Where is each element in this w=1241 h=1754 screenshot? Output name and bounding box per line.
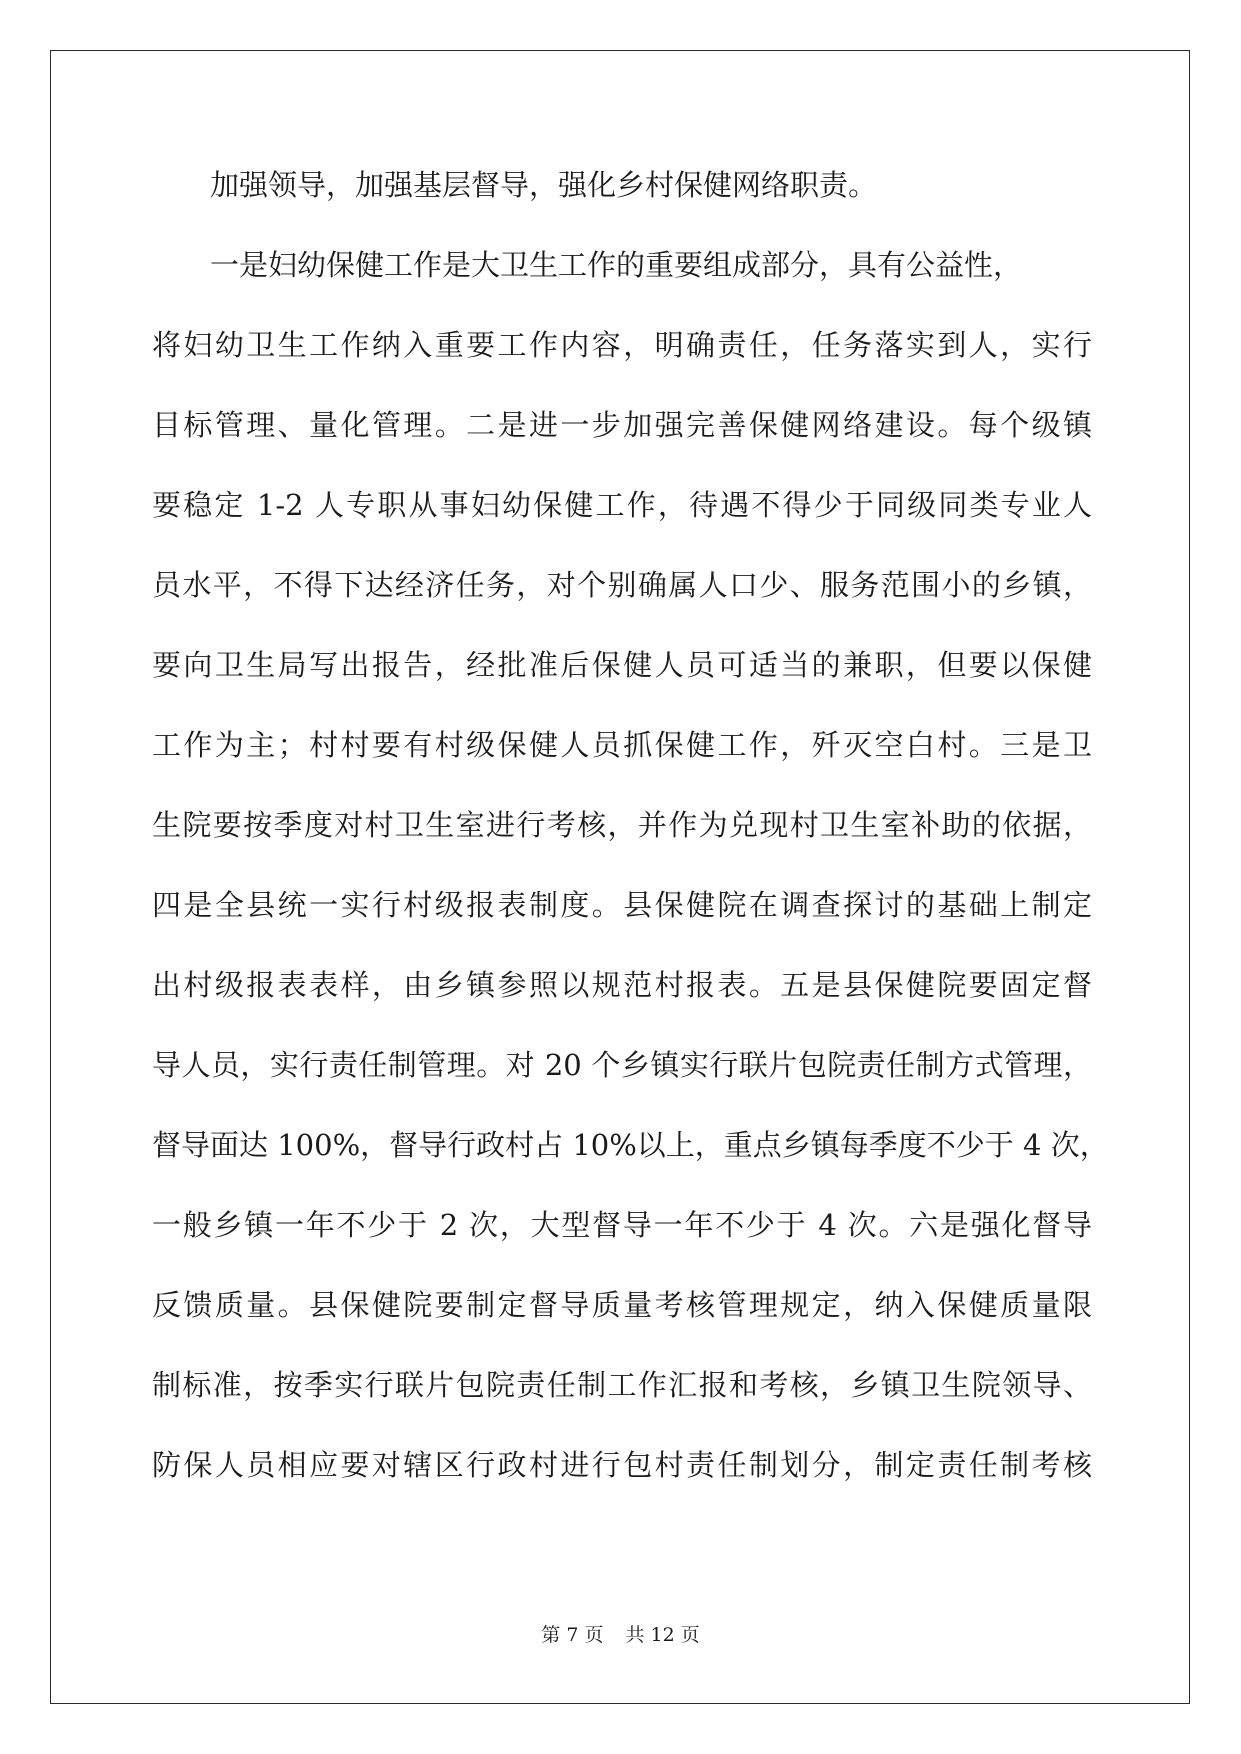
paragraph-line-3: 将妇幼卫生工作纳入重要工作内容，明确责任，任务落实到人，实行 bbox=[152, 328, 1092, 362]
paragraph-line-7: 要向卫生局写出报告，经批准后保健人员可适当的兼职，但要以保健 bbox=[152, 648, 1092, 682]
paragraph-line-8: 工作为主；村村要有村级保健人员抓保健工作，歼灭空白村。三是卫 bbox=[152, 728, 1092, 762]
paragraph-line-5: 要稳定 1-2 人专职从事妇幼保健工作，待遇不得少于同级同类专业人 bbox=[152, 488, 1092, 522]
paragraph-line-16: 制标准，按季实行联片包院责任制工作汇报和考核，乡镇卫生院领导、 bbox=[152, 1368, 1092, 1402]
paragraph-line-12: 导人员，实行责任制管理。对 20 个乡镇实行联片包院责任制方式管理， bbox=[152, 1048, 1092, 1082]
paragraph-line-10: 四是全县统一实行村级报表制度。县保健院在调查探讨的基础上制定 bbox=[152, 888, 1092, 922]
paragraph-line-6: 员水平，不得下达经济任务，对个别确属人口少、服务范围小的乡镇， bbox=[152, 568, 1092, 602]
paragraph-line-11: 出村级报表表样，由乡镇参照以规范村报表。五是县保健院要固定督 bbox=[152, 968, 1092, 1002]
page-number-current: 第 7 页 bbox=[541, 1624, 604, 1646]
paragraph-line-13: 督导面达 100%，督导行政村占 10%以上，重点乡镇每季度不少于 4 次， bbox=[152, 1128, 1109, 1162]
paragraph-line-15: 反馈质量。县保健院要制定督导质量考核管理规定，纳入保健质量限 bbox=[152, 1288, 1092, 1322]
paragraph-line-2: 一是妇幼保健工作是大卫生工作的重要组成部分，具有公益性， bbox=[210, 248, 1023, 282]
page-footer bbox=[0, 1620, 1241, 1647]
paragraph-line-14: 一般乡镇一年不少于 2 次，大型督导一年不少于 4 次。六是强化督导 bbox=[152, 1208, 1092, 1242]
paragraph-line-4: 目标管理、量化管理。二是进一步加强完善保健网络建设。每个级镇 bbox=[152, 408, 1092, 442]
paragraph-line-9: 生院要按季度对村卫生室进行考核，并作为兑现村卫生室补助的依据， bbox=[152, 808, 1092, 842]
page-number-total: 共 12 页 bbox=[625, 1624, 700, 1646]
document-body bbox=[152, 160, 1109, 1520]
paragraph-line-17: 防保人员相应要对辖区行政村进行包村责任制划分，制定责任制考核 bbox=[152, 1448, 1092, 1482]
paragraph-line-1: 加强领导，加强基层督导，强化乡村保健网络职责。 bbox=[210, 168, 878, 202]
